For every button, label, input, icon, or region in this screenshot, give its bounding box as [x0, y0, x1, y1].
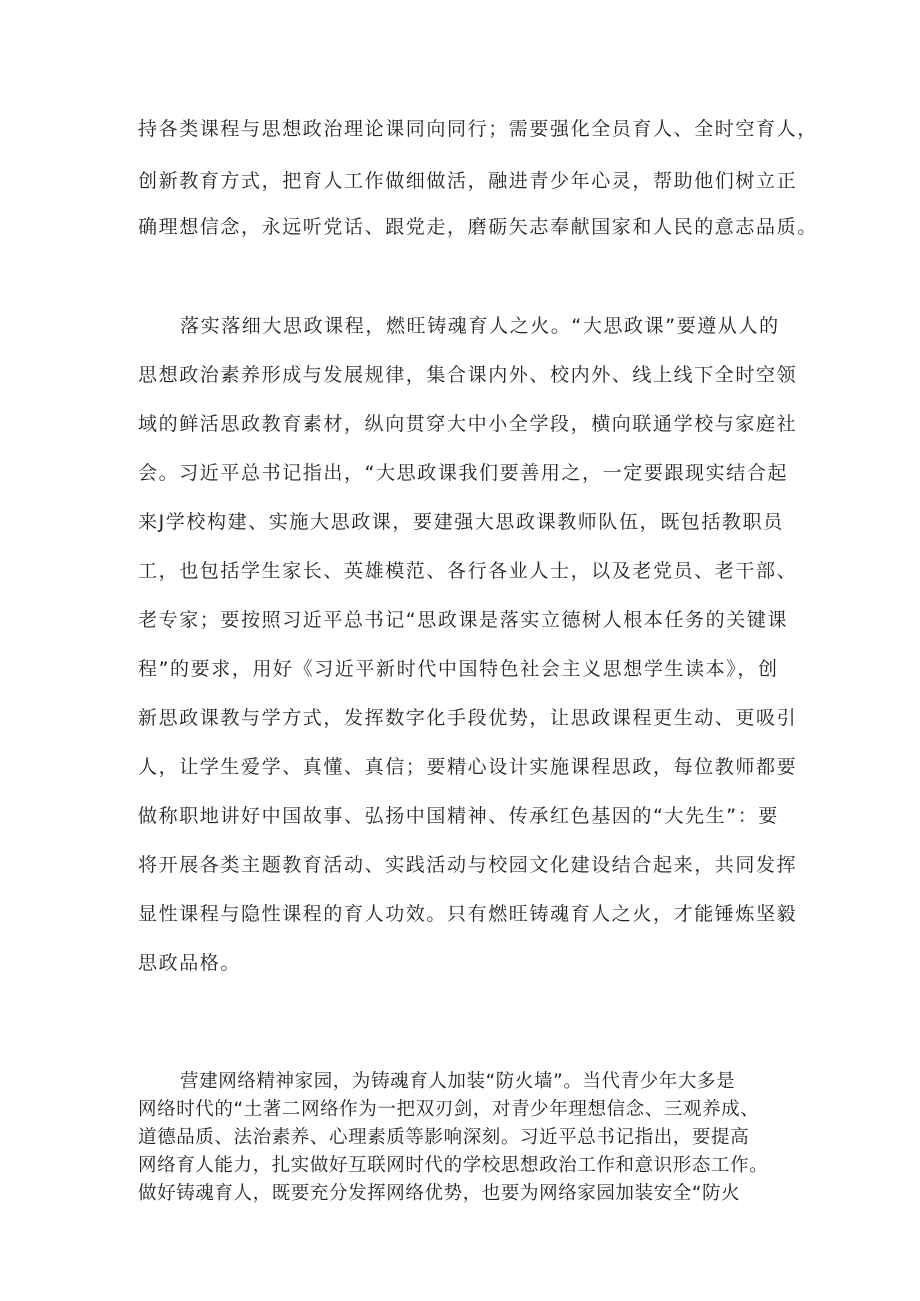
text-line: 来J学校构建、实施大思政课，要建强大思政课教师队伍，既包括教职员	[138, 511, 784, 533]
text-line: 域的鲜活思政教育素材，纵向贯穿大中小全学段，横向联通学校与家庭社	[138, 413, 798, 435]
text-line: 网络育人能力，扎实做好互联网时代的学校思想政治工作和意识形态工作。	[138, 1155, 769, 1176]
text-line: 做称职地讲好中国故事、弘扬中国精神、传承红色基因的“大先生”：要	[138, 805, 779, 827]
text-line: 老专家；要按照习近平总书记“思政课是落实立德树人根本任务的关键课	[138, 609, 789, 631]
text-line: 道德品质、法治素养、心理素质等影响深刻。习近平总书记指出，要提高	[138, 1127, 750, 1148]
text-line: 思政品格。	[138, 952, 242, 974]
text-line: 创新教育方式，把育人工作做细做活，融进青少年心灵，帮助他们树立正	[138, 170, 798, 192]
text-line: 人，让学生爱学、真懂、真信；要精心设计实施课程思政，每位教师都要	[138, 756, 798, 778]
text-line: 会。习近平总书记指出，“大思政课我们要善用之，一定要跟现实结合起	[138, 462, 789, 484]
text-line: 将开展各类主题教育活动、实践活动与校园文化建设结合起来，共同发挥	[138, 854, 798, 876]
text-line: 网络时代的“土著二网络作为一把双刃剑，对青少年理想信念、三观养成、	[138, 1099, 760, 1120]
text-line: 确理想信念，永远听党话、跟党走，磨砺矢志奉献国家和人民的意志品质。	[138, 216, 818, 238]
text-line: 显性课程与隐性课程的育人功效。只有燃旺铸魂育人之火，才能锤炼坚毅	[138, 903, 798, 925]
text-line: 落实落细大思政课程，燃旺铸魂育人之火。“大思政课”要遵从人的	[180, 315, 780, 337]
text-line: 持各类课程与思想政治理论课同向同行；需要强化全员育人、全时空育人，	[138, 118, 818, 140]
text-line: 程”的要求，用好《习近平新时代中国特色社会主义思想学生读本》，创	[138, 658, 779, 680]
text-line: 工，也包括学生家长、英雄模范、各行各业人士，以及老党员、老干部、	[138, 560, 798, 582]
text-line: 做好铸魂育人，既要充分发挥网络优势，也要为网络家园加装安全“防火	[138, 1183, 741, 1204]
text-line: 营建网络精神家园，为铸魂育人加装“防火墙”。当代青少年大多是	[180, 1071, 736, 1092]
text-line: 新思政课教与学方式，发挥数字化手段优势，让思政课程更生动、更吸引	[138, 707, 798, 729]
text-line: 思想政治素养形成与发展规律，集合课内外、校内外、线上线下全时空领	[138, 364, 798, 386]
